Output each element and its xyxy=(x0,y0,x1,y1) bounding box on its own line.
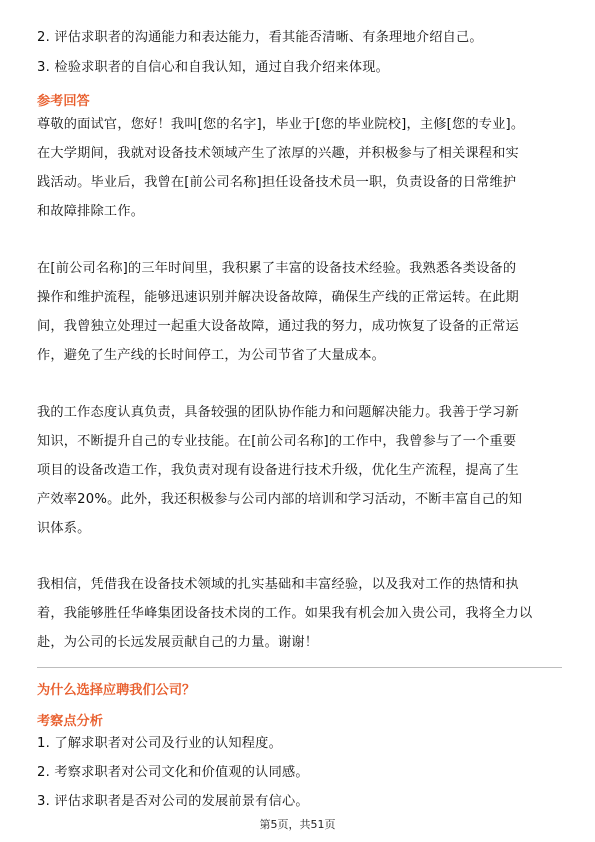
answer-line: 尊敬的面试官，您好！我叫[您的名字]，毕业于[您的毕业院校]，主修[您的专业]。 xyxy=(37,117,525,132)
answer-line: 我相信，凭借我在设备技术领域的扎实基础和丰富经验，以及我对工作的热情和执 xyxy=(37,577,519,592)
answer-line: 在大学期间，我就对设备技术领域产生了浓厚的兴趣，并积极参与了相关课程和实 xyxy=(37,146,519,161)
answer-line: 操作和维护流程，能够迅速识别并解决设备故障，确保生产线的正常运转。在此期 xyxy=(37,290,519,305)
answer-line: 间，我曾独立处理过一起重大设备故障，通过我的努力，成功恢复了设备的正常运 xyxy=(37,319,519,334)
answer-line: 赴，为公司的长远发展贡献自己的力量。谢谢！ xyxy=(37,635,319,650)
answer-line: 产效率20%。此外，我还积极参与公司内部的培训和学习活动，不断丰富自己的知 xyxy=(37,492,523,507)
answer-line: 在[前公司名称]的三年时间里，我积累了丰富的设备技术经验。我熟悉各类设备的 xyxy=(37,261,517,276)
analysis-point: 2. 评估求职者的沟通能力和表达能力，看其能否清晰、有条理地介绍自己。 xyxy=(37,30,483,45)
analysis-heading: 考察点分析 xyxy=(37,714,103,729)
question-title: 为什么选择应聘我们公司？ xyxy=(37,683,196,698)
analysis-point: 1. 了解求职者对公司及行业的认知程度。 xyxy=(37,736,282,751)
answer-line: 践活动。毕业后，我曾在[前公司名称]担任设备技术员一职，负责设备的日常维护 xyxy=(37,175,517,190)
answer-line: 项目的设备改造工作，我负责对现有设备进行技术升级，优化生产流程，提高了生 xyxy=(37,463,519,478)
analysis-point: 3. 检验求职者的自信心和自我认知，通过自我介绍来体现。 xyxy=(37,60,390,75)
analysis-point: 3. 评估求职者是否对公司的发展前景有信心。 xyxy=(37,794,309,809)
reference-answer-heading: 参考回答 xyxy=(37,94,90,109)
answer-line: 识体系。 xyxy=(37,521,91,536)
answer-line: 着，我能够胜任华峰集团设备技术岗的工作。如果我有机会加入贵公司，我将全力以 xyxy=(37,606,533,621)
analysis-point: 2. 考察求职者对公司文化和价值观的认同感。 xyxy=(37,765,309,780)
page-number: 第5页，共51页 xyxy=(259,818,336,831)
answer-line: 知识，不断提升自己的专业技能。在[前公司名称]的工作中，我曾参与了一个重要 xyxy=(37,434,517,449)
answer-line: 我的工作态度认真负责，具备较强的团队协作能力和问题解决能力。我善于学习新 xyxy=(37,405,519,420)
answer-line: 作，避免了生产线的长时间停工，为公司节省了大量成本。 xyxy=(37,348,386,363)
section-divider xyxy=(37,667,562,668)
answer-line: 和故障排除工作。 xyxy=(37,204,145,219)
